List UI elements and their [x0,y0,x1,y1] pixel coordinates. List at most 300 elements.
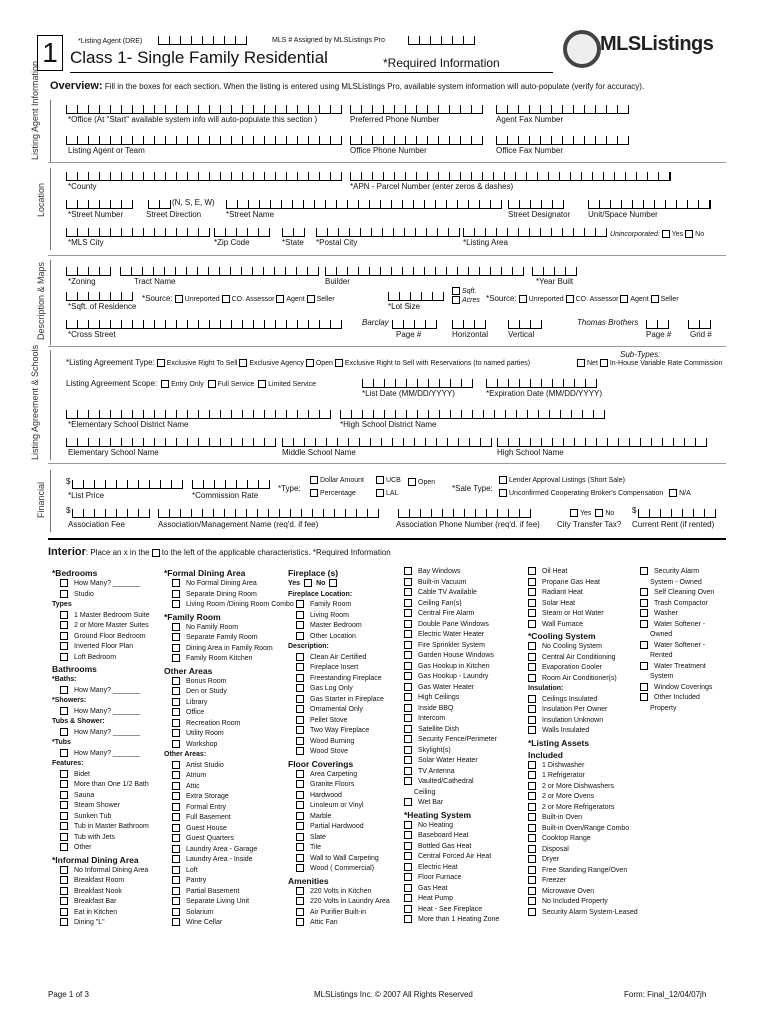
checkbox[interactable] [528,834,536,842]
lal-option [376,489,398,497]
checkbox-label: Den or Study [186,688,227,695]
checkbox[interactable] [528,908,536,916]
checkbox[interactable] [404,630,412,638]
scope-full-checkbox[interactable] [208,380,216,388]
checkbox[interactable] [404,831,412,839]
checkbox[interactable] [528,782,536,790]
checkbox[interactable] [404,704,412,712]
checkbox[interactable] [172,590,180,598]
checkbox[interactable] [172,792,180,800]
checkbox[interactable] [60,843,68,851]
cross-street-field[interactable] [66,320,342,329]
checkbox[interactable] [404,735,412,743]
listing-agent-dre-field[interactable] [158,36,247,45]
checkbox[interactable] [528,866,536,874]
separator [48,255,726,256]
office-fax-field[interactable] [496,136,629,145]
checkbox[interactable] [640,662,648,670]
checkbox[interactable] [528,792,536,800]
unincorporated-yes-checkbox[interactable] [662,230,670,238]
checkbox[interactable] [172,708,180,716]
checkbox[interactable] [404,714,412,722]
checkbox[interactable] [60,770,68,778]
checkbox[interactable] [60,866,68,874]
builder-field[interactable] [325,267,524,276]
dollar-amount-checkbox[interactable] [310,476,318,484]
checkbox[interactable] [172,600,180,608]
street-name-field[interactable] [226,200,502,209]
separator [48,162,726,163]
checkbox[interactable] [640,641,648,649]
checkbox-item [528,705,638,716]
elem-district-field[interactable] [66,410,331,419]
ucb-checkbox[interactable] [376,476,384,484]
checkbox[interactable] [172,579,180,587]
apn-label: *APN - Parcel Number (enter zeros & dashes) [350,182,514,191]
agent-team-field[interactable] [66,136,342,145]
checkbox[interactable] [296,737,304,745]
checkbox[interactable] [528,599,536,607]
subheading: Types [52,601,72,608]
checkbox[interactable] [296,684,304,692]
subtype-net-checkbox[interactable] [577,359,585,367]
checkbox[interactable] [404,599,412,607]
checkbox[interactable] [296,716,304,724]
checkbox-item [288,684,390,695]
checkbox[interactable] [296,897,304,905]
checkbox-item [52,876,149,887]
source-seller-checkbox[interactable] [307,295,315,303]
sale-type-label: *Sale Type: [452,484,493,493]
sqft-checkbox[interactable] [452,287,460,295]
checkbox[interactable] [60,908,68,916]
checkbox[interactable] [296,864,304,872]
checkbox[interactable] [404,915,412,923]
checkbox[interactable] [172,803,180,811]
checkbox[interactable] [404,746,412,754]
checkbox-label: Family Room [310,601,352,608]
checkbox[interactable] [60,611,68,619]
checkbox[interactable] [404,756,412,764]
checkbox-label: No Formal Dining Area [186,580,257,587]
checkbox[interactable] [296,663,304,671]
checkbox[interactable] [528,705,536,713]
checkbox[interactable] [404,852,412,860]
checkbox-label: Breakfast Room [74,877,125,884]
checkbox-item [528,642,638,653]
lender-option [499,476,625,484]
checkbox[interactable] [640,609,648,617]
expiration-date-field[interactable] [486,379,597,388]
apn-field[interactable] [350,172,671,181]
checkbox[interactable] [528,695,536,703]
checkbox[interactable] [404,894,412,902]
checkbox[interactable] [296,621,304,629]
checkbox[interactable] [296,705,304,713]
checkbox[interactable] [172,824,180,832]
checkbox-label: 2 or More Ovens [542,793,595,800]
checkbox[interactable] [404,884,412,892]
grid-field[interactable] [688,320,711,329]
street-name-label: *Street Name [226,210,275,219]
lot-source-assessor-checkbox[interactable] [566,295,574,303]
lot-size-field[interactable] [388,292,444,301]
checkbox[interactable] [640,588,648,596]
checkbox[interactable] [296,791,304,799]
checkbox[interactable] [60,801,68,809]
checkbox[interactable] [528,642,536,650]
zip-field[interactable] [214,228,270,237]
year-built-field[interactable] [532,267,577,276]
commission-field[interactable] [192,480,270,489]
checkbox[interactable] [296,801,304,809]
checkbox-item [528,663,638,674]
checkbox[interactable] [60,686,68,694]
checkbox-item [640,599,714,610]
checkbox[interactable] [528,813,536,821]
checkbox[interactable] [296,780,304,788]
percentage-checkbox[interactable] [310,489,318,497]
checkbox[interactable] [172,887,180,895]
checkbox[interactable] [60,887,68,895]
checkbox[interactable] [172,834,180,842]
mls-city-field[interactable] [66,228,210,237]
no-label: No [605,509,615,517]
required-info-label: *Required Information [383,56,500,70]
checkbox[interactable] [528,771,536,779]
checkbox[interactable] [404,798,412,806]
subtype-inhouse-checkbox[interactable] [600,359,608,367]
lot-source-unreported-checkbox[interactable] [519,295,527,303]
checkbox[interactable] [60,780,68,788]
checkbox[interactable] [640,683,648,691]
checkbox[interactable] [640,599,648,607]
checkbox-label: Artist Studio [186,761,224,769]
checkbox[interactable] [60,653,68,661]
high-school-label: High School Name [497,448,564,457]
checkbox[interactable] [60,707,68,715]
list-price-label: *List Price [68,491,105,500]
checkbox-label: Gas Heat [418,884,448,892]
checkbox[interactable] [404,651,412,659]
checkbox[interactable] [60,897,68,905]
checkbox-label: Sauna [74,791,95,799]
checkbox[interactable] [528,876,536,884]
checkbox-item [640,641,714,652]
checkbox[interactable] [172,845,180,853]
checkbox[interactable] [404,821,412,829]
checkbox[interactable] [296,611,304,619]
na-label: N/A [679,489,691,497]
horizontal-field[interactable] [452,320,486,329]
transfer-tax-no-checkbox[interactable] [595,509,603,517]
checkbox[interactable] [404,620,412,628]
open-checkbox[interactable] [408,478,416,486]
type-excl-right-checkbox[interactable] [157,359,165,367]
checkbox[interactable] [528,567,536,575]
checkbox-item [528,824,638,835]
unconfirmed-checkbox[interactable] [499,489,507,497]
checkbox[interactable] [296,747,304,755]
checkbox[interactable] [404,578,412,586]
checkbox[interactable] [60,822,68,830]
checkbox-item [164,792,294,803]
mls-number-field[interactable] [408,36,475,45]
checkbox-label: Inverted Floor Plan [74,643,134,650]
checkbox[interactable] [528,887,536,895]
unit-space-field[interactable] [588,200,711,209]
checkbox[interactable] [172,740,180,748]
checkbox[interactable] [172,698,180,706]
source-assessor-checkbox[interactable] [222,295,230,303]
checkbox[interactable] [404,725,412,733]
checkbox-label: Separate Living Unit [186,898,250,905]
checkbox[interactable] [60,749,68,757]
checkbox[interactable] [404,641,412,649]
unincorporated-no-checkbox[interactable] [685,230,693,238]
checkbox[interactable] [528,578,536,586]
checkbox[interactable] [296,843,304,851]
county-field[interactable] [66,172,342,181]
checkbox-label: Cooktop Range [542,835,591,842]
checkbox[interactable] [528,620,536,628]
assoc-name-field[interactable] [158,509,379,518]
checkbox[interactable] [60,579,68,587]
scope-limited-checkbox[interactable] [258,380,266,388]
checkbox[interactable] [172,633,180,641]
checkbox-label: Security Alarm System-Leased [542,908,638,916]
lot-source-seller-checkbox[interactable] [651,295,659,303]
thomas-page-field[interactable] [646,320,669,329]
checkbox-item [404,735,499,746]
no-label: No [316,580,326,587]
checkbox[interactable] [528,716,536,724]
source-agent-checkbox[interactable] [276,295,284,303]
checkbox[interactable] [60,728,68,736]
checkbox[interactable] [528,674,536,682]
checkbox[interactable] [60,590,68,598]
checkbox[interactable] [528,897,536,905]
checkbox[interactable] [296,918,304,926]
source-option: Agent [286,296,305,303]
type-excl-agency-checkbox[interactable] [239,359,247,367]
checkbox[interactable] [172,677,180,685]
type-reservations-checkbox[interactable] [335,359,343,367]
office-field[interactable] [66,105,342,114]
list-date-field[interactable] [362,379,473,388]
section-label-location: Location [36,182,46,218]
street-number-field[interactable] [66,200,133,209]
section-heading: Included [528,749,563,760]
checkbox[interactable] [60,642,68,650]
checkbox[interactable] [404,693,412,701]
checkbox[interactable] [296,674,304,682]
checkbox[interactable] [528,855,536,863]
barclay-page-field[interactable] [392,320,437,329]
checkbox[interactable] [172,876,180,884]
checkbox-label: Double Pane Windows [418,620,489,628]
checkbox-label: 2 or More Refrigerators [542,803,615,811]
checkbox[interactable] [640,620,648,628]
checkbox-label: Insulation Per Owner [542,706,608,713]
preferred-phone-field[interactable] [350,105,483,114]
checkbox[interactable] [404,567,412,575]
agent-fax-field[interactable] [496,105,629,114]
transfer-tax-yes-checkbox[interactable] [570,509,578,517]
checkbox[interactable] [528,845,536,853]
checkbox-item [288,770,390,781]
fireplace-no-checkbox[interactable] [329,579,337,587]
divider [50,100,51,162]
checkbox-label: Walls Insulated [542,727,590,734]
scope-entry-checkbox[interactable] [161,380,169,388]
checkbox-item [288,864,390,875]
zoning-label: *Zoning [68,277,96,286]
interior-text: : Place an x in the [85,548,150,557]
checkbox-label: TV Antenna [418,767,455,775]
checkbox[interactable] [172,918,180,926]
checkbox[interactable] [528,726,536,734]
fireplace-yes-checkbox[interactable] [304,579,312,587]
checkbox[interactable] [296,653,304,661]
checkbox[interactable] [640,567,648,575]
checkbox-label: Breakfast Bar [74,898,117,905]
checkbox[interactable] [60,833,68,841]
checkbox[interactable] [296,695,304,703]
checkbox[interactable] [172,866,180,874]
checkbox[interactable] [404,842,412,850]
checkbox[interactable] [172,771,180,779]
checkbox[interactable] [172,654,180,662]
checkbox[interactable] [404,767,412,775]
checkbox[interactable] [172,897,180,905]
checkbox[interactable] [404,777,412,785]
listing-area-field[interactable] [463,228,607,237]
street-direction-field[interactable] [148,200,171,209]
checkbox[interactable] [172,623,180,631]
checkbox[interactable] [296,600,304,608]
year-built-label: *Year Built [536,277,574,286]
checkbox-label: No Heating [418,821,454,829]
checkbox[interactable] [296,833,304,841]
checkbox[interactable] [404,672,412,680]
checkbox[interactable] [404,863,412,871]
source-unreported-checkbox[interactable] [175,295,183,303]
vertical-field[interactable] [508,320,542,329]
high-school-field[interactable] [497,438,707,447]
subheading: Description: [288,643,329,650]
checkbox[interactable] [296,854,304,862]
checkbox-label: Utility Room [186,730,224,737]
lender-checkbox[interactable] [499,476,507,484]
open-option [408,478,435,486]
checkbox[interactable] [172,719,180,727]
checkbox[interactable] [528,588,536,596]
checkbox[interactable] [172,687,180,695]
checkbox[interactable] [296,770,304,778]
checkbox[interactable] [404,683,412,691]
checkbox-label: 2 or More Master Suites [74,622,149,629]
checkbox[interactable] [404,662,412,670]
checkbox[interactable] [296,908,304,916]
lal-checkbox[interactable] [376,489,384,497]
street-designator-field[interactable] [508,200,564,209]
checkbox[interactable] [296,822,304,830]
postal-city-field[interactable] [316,228,460,237]
checkbox-item [404,767,499,778]
checkbox[interactable] [60,812,68,820]
checkbox[interactable] [60,918,68,926]
checkbox[interactable] [528,609,536,617]
checkbox-item [288,674,390,685]
sqft-residence-field[interactable] [66,292,133,301]
list-price-field[interactable] [72,480,183,489]
middle-school-field[interactable] [282,438,492,447]
na-checkbox[interactable] [669,489,677,497]
checkbox[interactable] [296,632,304,640]
type-open-checkbox[interactable] [306,359,314,367]
hs-district-field[interactable] [340,410,605,419]
checkbox[interactable] [528,761,536,769]
checkbox[interactable] [528,663,536,671]
office-phone-field[interactable] [350,136,483,145]
lot-source-agent-checkbox[interactable] [620,295,628,303]
checkbox[interactable] [404,609,412,617]
tract-field[interactable] [120,267,319,276]
checkbox[interactable] [296,887,304,895]
checkbox[interactable] [172,782,180,790]
checkbox[interactable] [172,761,180,769]
checkbox[interactable] [172,729,180,737]
checkbox[interactable] [404,873,412,881]
item-continuation: Rented [650,652,673,659]
zoning-field[interactable] [66,267,111,276]
assoc-fee-field[interactable] [72,509,150,518]
elem-school-field[interactable] [66,438,276,447]
checkbox-item [164,876,294,887]
checkbox[interactable] [60,876,68,884]
state-field[interactable] [282,228,305,237]
checkbox[interactable] [60,632,68,640]
checkbox[interactable] [60,791,68,799]
thomas-label: Thomas Brothers [577,318,639,327]
checkbox[interactable] [172,908,180,916]
interior-text2: to the left of the applicable characteristics. *Required Information [161,548,391,557]
checkbox[interactable] [172,644,180,652]
checkbox[interactable] [640,693,648,701]
checkbox[interactable] [60,621,68,629]
checkbox[interactable] [404,588,412,596]
assoc-phone-field[interactable] [398,509,531,518]
checkbox-item [52,908,149,919]
checkbox-label: Water Softener - [654,641,706,649]
checkbox-label: Microwave Oven [542,887,595,895]
checkbox[interactable] [528,803,536,811]
checkbox[interactable] [172,813,180,821]
checkbox[interactable] [404,905,412,913]
checkbox[interactable] [296,726,304,734]
checkbox[interactable] [296,812,304,820]
current-rent-field[interactable] [638,509,716,518]
checkbox[interactable] [528,653,536,661]
checkbox-item [404,672,499,683]
checkbox-item [528,792,638,803]
checkbox[interactable] [172,855,180,863]
checkbox[interactable] [528,824,536,832]
acres-checkbox[interactable] [452,296,460,304]
section-label-agreement: Listing Agreement & Schools [30,344,40,460]
acres-label: Acres [462,296,480,304]
